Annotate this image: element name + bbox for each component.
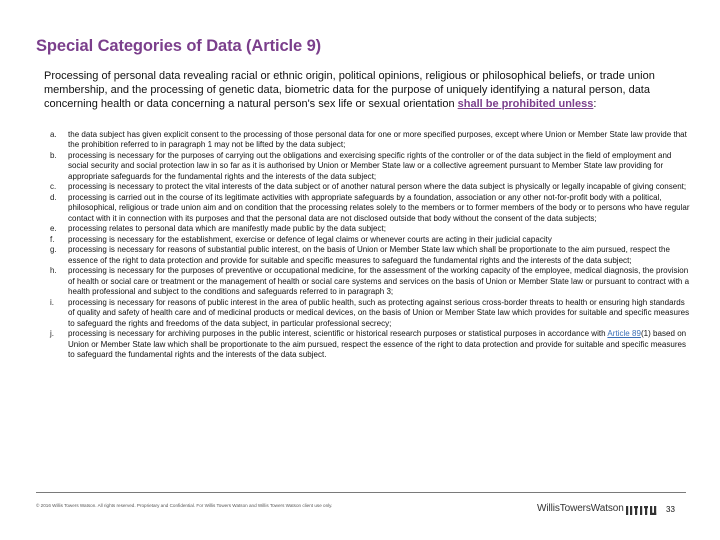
article-89-link[interactable]: Article 89 <box>607 329 641 339</box>
intro-emphasis: shall be prohibited unless <box>457 97 594 110</box>
list-marker: c. <box>50 182 57 192</box>
footer-copyright: © 2016 Willis Towers Watson. All rights reserved. Proprietary and Confidential. For Willis Towers Watson and Willis Towers Watson client use only. <box>36 503 333 508</box>
list-item <box>50 245 692 266</box>
page-title: Special Categories of Data (Article 9) <box>36 37 322 55</box>
page-number: 33 <box>666 505 675 514</box>
list-item-text: the data subject has given explicit consent to the processing of those personal data for one or more specified purposes, except where Union or Member State law provide that the prohibition referred to in paragraph 1 may not be lifted by the data subject; <box>68 130 687 150</box>
list-item-text: processing is necessary for reasons of substantial public interest, on the basis of Union or Member State law which shall be proportionate to the aim pursued, respect the essence of the right to data protection and provide for suitable and specific measures to safeguard the fundamental rights and the interests of the data subject; <box>68 245 670 265</box>
list-item <box>50 151 692 182</box>
list-marker: j. <box>50 329 55 339</box>
list-item <box>50 130 692 151</box>
list-item-text: processing is necessary for reasons of public interest in the area of public health, such as protecting against serious cross-border threats to health or ensuring high standards of quality and safety of health care and of medicinal products or medical devices, on the basis of Union or Member State law which provides for suitable and specific measures to safeguard the rights and freedoms of the data subject, in particular professional secrecy; <box>68 297 690 328</box>
list-item <box>50 224 692 234</box>
list-item-text: processing is necessary for the purposes of preventive or occupational medicine, for the assessment of the working capacity of the employee, medical diagnosis, the provision of health or social care or treatment or the management of health or social care systems and services on the basis of Union or Member State law or pursuant to contract with a health professional and subject to the conditions and safeguards referred to in paragraph 3; <box>68 266 690 297</box>
list-item-text: processing relates to personal data which are manifestly made public by the data subject; <box>68 224 386 234</box>
list-marker: h. <box>50 266 57 276</box>
list-marker: a. <box>50 130 57 139</box>
brand-wordmark: WillisTowersWatson <box>537 503 624 514</box>
list-item-text: processing is necessary to protect the vital interests of the data subject or of another natural person where the data subject is physically or legally incapable of giving consent; <box>68 182 687 192</box>
list-item <box>50 298 692 329</box>
footer-divider <box>36 492 686 493</box>
list-item <box>50 266 692 297</box>
brand-logo-icon <box>626 503 660 521</box>
list-item <box>50 193 692 224</box>
list-marker: i. <box>50 297 55 307</box>
list-item <box>50 329 692 360</box>
list-item <box>50 182 692 192</box>
list-marker: f. <box>50 234 55 244</box>
list-marker: e. <box>50 224 57 234</box>
list-marker: b. <box>50 150 57 160</box>
list-item-text-before: processing is necessary for archiving purposes in the public interest, scientific or historical research purposes or statistical purposes in accordance with <box>68 329 608 339</box>
conditions-list <box>50 130 692 361</box>
list-marker: d. <box>50 192 57 202</box>
list-item-text-after: (1) based on Union or Member State law which shall be proportionate to the aim pursued, respect the essence of the right to data protection and provide for suitable and specific measures to safeguard the fundamental rights and the interests of the data subject. <box>68 329 687 360</box>
intro-end: : <box>593 97 597 110</box>
list-item-text: processing is necessary for the establishment, exercise or defence of legal claims or whenever courts are acting in their judicial capacity <box>68 234 552 244</box>
list-marker: g. <box>50 245 57 255</box>
intro-paragraph <box>44 70 684 111</box>
intro-text: Processing of personal data revealing racial or ethnic origin, political opinions, religious or philosophical beliefs, or trade union membership, and the processing of genetic data, biometric data for the purpose of uniquely identifying a natural person, data concerning health or data concerning a natural person's sex life or sexual orientation <box>44 70 655 110</box>
list-item-text: processing is carried out in the course of its legitimate activities with appropriate safeguards by a foundation, association or any other not-for-profit body with a political, philosophical, religious or trade union aim and on condition that the processing relates solely to the members or to former members of the body or to persons who have regular contact with it in connection with its purposes and that the personal data are not disclosed outside that body without the consent of the data subjects; <box>68 192 690 223</box>
list-item-text: processing is necessary for the purposes of carrying out the obligations and exercising specific rights of the controller or of the data subject in the field of employment and social security and social protection law in so far as it is authorised by Union or Member State law or a collective agreement pursuant to Member State law providing for appropriate safeguards for the fundamental rights and the interests of the data subject; <box>68 150 672 181</box>
list-item-text <box>68 329 692 360</box>
list-item <box>50 235 692 245</box>
